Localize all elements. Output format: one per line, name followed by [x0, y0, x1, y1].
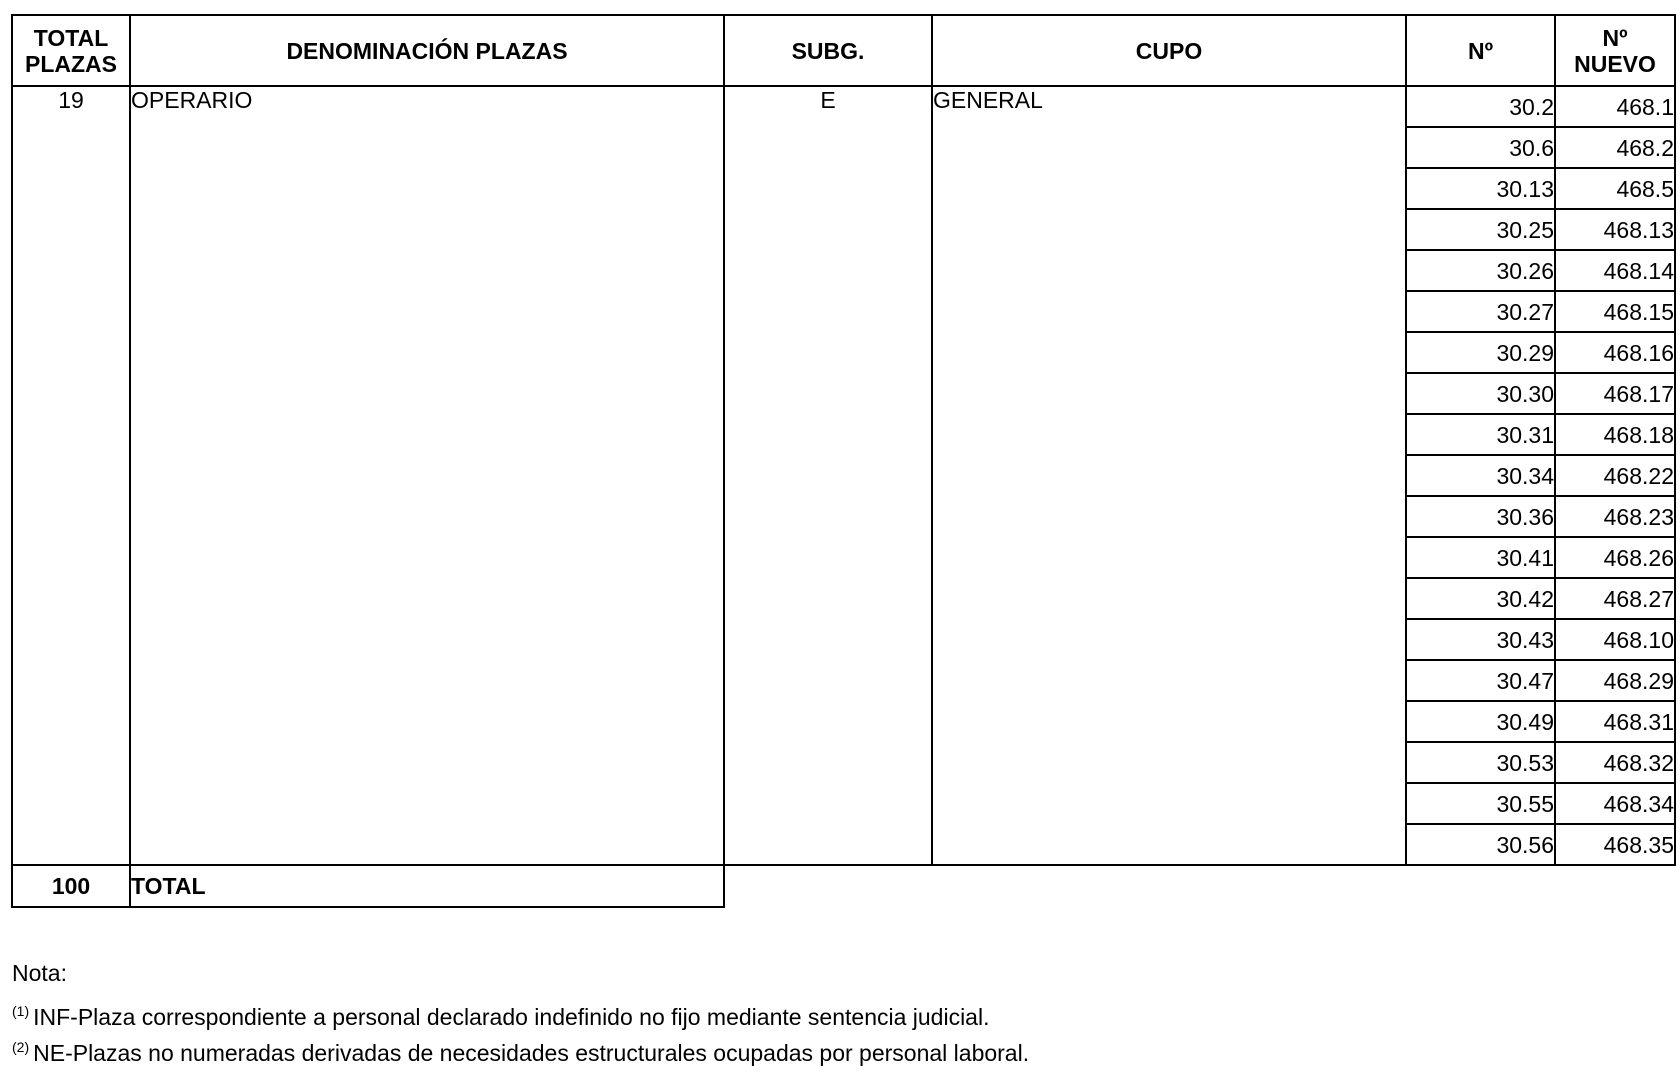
group-cupo-cell: GENERAL: [932, 86, 1406, 865]
note-item: [12, 1032, 1029, 1068]
numero-nuevo-cell: 468.35: [1555, 824, 1675, 865]
numero-cell: 30.2: [1406, 86, 1555, 127]
numero-nuevo-cell: 468.32: [1555, 742, 1675, 783]
group-total-cell: 19: [12, 86, 130, 865]
numero-nuevo-cell: 468.22: [1555, 455, 1675, 496]
numero-cell: 30.56: [1406, 824, 1555, 865]
total-label: TOTAL: [130, 865, 724, 907]
numero-nuevo-cell: 468.10: [1555, 619, 1675, 660]
numero-cell: 30.43: [1406, 619, 1555, 660]
plazas-table: [11, 14, 1676, 908]
numero-nuevo-cell: 468.1: [1555, 86, 1675, 127]
header-numero-nuevo-label: Nº NUEVO: [1574, 24, 1656, 77]
numero-nuevo-cell: 468.14: [1555, 250, 1675, 291]
numero-cell: 30.36: [1406, 496, 1555, 537]
notes-section: [12, 958, 1029, 1068]
header-total-plazas: [12, 15, 130, 86]
note-text: NE-Plazas no numeradas derivadas de necesidades estructurales ocupadas por personal laboral.: [33, 1040, 1030, 1066]
empty-cell: [932, 865, 1406, 907]
numero-cell: 30.25: [1406, 209, 1555, 250]
numero-nuevo-cell: 468.26: [1555, 537, 1675, 578]
header-cupo: CUPO: [932, 15, 1406, 86]
group-subg-cell: E: [724, 86, 932, 865]
group-denominacion-cell: OPERARIO: [130, 86, 724, 865]
numero-cell: 30.26: [1406, 250, 1555, 291]
empty-cell: [1406, 865, 1555, 907]
header-total-plazas-label: TOTAL PLAZAS: [25, 24, 117, 77]
numero-cell: 30.41: [1406, 537, 1555, 578]
numero-cell: 30.27: [1406, 291, 1555, 332]
table-row: [12, 86, 1675, 127]
numero-cell: 30.13: [1406, 168, 1555, 209]
numero-cell: 30.31: [1406, 414, 1555, 455]
numero-nuevo-cell: 468.29: [1555, 660, 1675, 701]
numero-nuevo-cell: 468.23: [1555, 496, 1675, 537]
empty-cell: [1555, 865, 1675, 907]
header-denominacion: DENOMINACIÓN PLAZAS: [130, 15, 724, 86]
numero-cell: 30.55: [1406, 783, 1555, 824]
header-numero: Nº: [1406, 15, 1555, 86]
numero-nuevo-cell: 468.34: [1555, 783, 1675, 824]
numero-nuevo-cell: 468.5: [1555, 168, 1675, 209]
numero-cell: 30.29: [1406, 332, 1555, 373]
numero-nuevo-cell: 468.18: [1555, 414, 1675, 455]
numero-cell: 30.53: [1406, 742, 1555, 783]
numero-nuevo-cell: 468.16: [1555, 332, 1675, 373]
header-subg: SUBG.: [724, 15, 932, 86]
numero-cell: 30.30: [1406, 373, 1555, 414]
total-row: [12, 865, 1675, 907]
numero-nuevo-cell: 468.27: [1555, 578, 1675, 619]
note-mark: (2): [12, 1039, 30, 1055]
note-mark: (1): [12, 1003, 30, 1019]
header-row: [12, 15, 1675, 86]
numero-cell: 30.34: [1406, 455, 1555, 496]
numero-cell: 30.6: [1406, 127, 1555, 168]
numero-cell: 30.49: [1406, 701, 1555, 742]
note-item: [12, 996, 1029, 1032]
header-numero-nuevo: [1555, 15, 1675, 86]
numero-nuevo-cell: 468.31: [1555, 701, 1675, 742]
total-value: 100: [12, 865, 130, 907]
numero-nuevo-cell: 468.13: [1555, 209, 1675, 250]
numero-nuevo-cell: 468.2: [1555, 127, 1675, 168]
numero-nuevo-cell: 468.17: [1555, 373, 1675, 414]
empty-cell: [724, 865, 932, 907]
numero-cell: 30.47: [1406, 660, 1555, 701]
notes-label: Nota:: [12, 960, 67, 986]
numero-cell: 30.42: [1406, 578, 1555, 619]
note-text: INF-Plaza correspondiente a personal declarado indefinido no fijo mediante sentencia judicial.: [33, 1004, 990, 1030]
table-body: [12, 86, 1675, 907]
numero-nuevo-cell: 468.15: [1555, 291, 1675, 332]
